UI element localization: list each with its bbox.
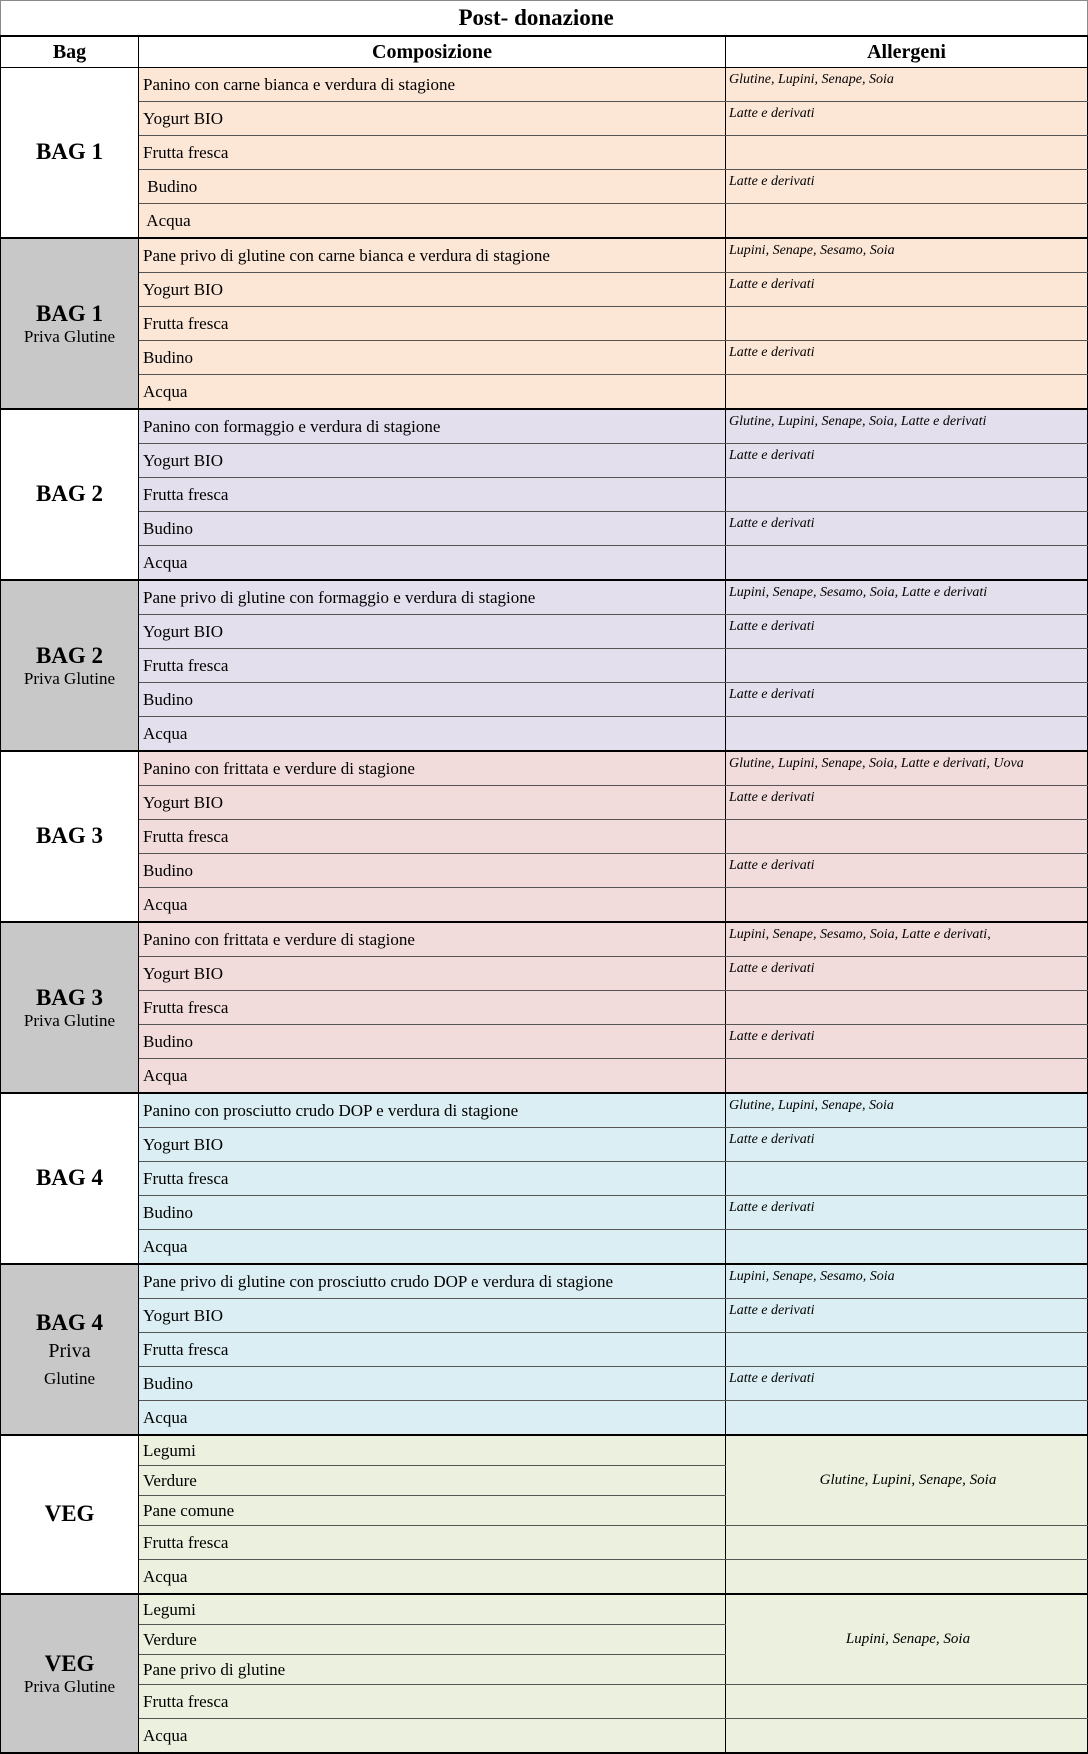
bag-label-cell bbox=[1, 409, 139, 580]
composizione-cell: Acqua bbox=[139, 546, 726, 581]
composizione-cell: Pane privo di glutine con formaggio e verdura di stagione bbox=[139, 580, 726, 615]
bag-label-cell bbox=[1, 238, 139, 409]
composizione-cell: Acqua bbox=[139, 1560, 726, 1595]
table-row bbox=[1, 1526, 1088, 1560]
table-row bbox=[1, 580, 1088, 615]
allergeni-cell bbox=[726, 991, 1088, 1025]
allergeni-cell bbox=[726, 1162, 1088, 1196]
table-row bbox=[1, 1435, 1088, 1466]
allergeni-cell: Lupini, Senape, Sesamo, Soia, Latte e derivati bbox=[726, 580, 1088, 615]
table-row bbox=[1, 102, 1088, 136]
bag-name: BAG 3 bbox=[35, 823, 104, 849]
composizione-cell: Acqua bbox=[139, 888, 726, 923]
composizione-cell: Panino con frittata e verdure di stagione bbox=[139, 922, 726, 957]
composizione-cell: Yogurt BIO bbox=[139, 1128, 726, 1162]
table-row bbox=[1, 854, 1088, 888]
composizione-cell: Acqua bbox=[139, 204, 726, 239]
allergeni-cell: Lupini, Senape, Sesamo, Soia bbox=[726, 1264, 1088, 1299]
composizione-cell: Pane privo di glutine con prosciutto crudo DOP e verdura di stagione bbox=[139, 1264, 726, 1299]
table-row bbox=[1, 1299, 1088, 1333]
table-row bbox=[1, 204, 1088, 239]
composizione-cell: Panino con formaggio e verdura di stagione bbox=[139, 409, 726, 444]
composizione-cell: Budino bbox=[139, 683, 726, 717]
title-cell-left bbox=[1, 1, 139, 37]
table-row bbox=[1, 1196, 1088, 1230]
allergeni-cell bbox=[726, 1401, 1088, 1436]
allergeni-cell: Latte e derivati bbox=[726, 683, 1088, 717]
table-row bbox=[1, 991, 1088, 1025]
allergeni-cell bbox=[726, 546, 1088, 581]
table-row bbox=[1, 444, 1088, 478]
allergeni-cell: Latte e derivati bbox=[726, 444, 1088, 478]
composizione-cell: Panino con prosciutto crudo DOP e verdura di stagione bbox=[139, 1093, 726, 1128]
allergeni-cell bbox=[726, 204, 1088, 239]
composizione-cell: Budino bbox=[139, 341, 726, 375]
bag-label-cell bbox=[1, 580, 139, 751]
table-row bbox=[1, 1560, 1088, 1595]
bag-name: BAG 3 bbox=[35, 984, 104, 1010]
allergeni-cell: Latte e derivati bbox=[726, 1025, 1088, 1059]
composizione-cell: Pane privo di glutine con carne bianca e verdura di stagione bbox=[139, 238, 726, 273]
table-row bbox=[1, 1333, 1088, 1367]
composizione-cell: Yogurt BIO bbox=[139, 786, 726, 820]
composizione-cell: Yogurt BIO bbox=[139, 444, 726, 478]
table-row bbox=[1, 1367, 1088, 1401]
bag-subtitle: Priva Glutine bbox=[23, 1676, 116, 1696]
table-row bbox=[1, 375, 1088, 410]
allergeni-cell bbox=[726, 1059, 1088, 1094]
composizione-cell: Legumi bbox=[139, 1435, 726, 1466]
bag-name: BAG 4 bbox=[35, 1165, 104, 1191]
allergeni-cell: Latte e derivati bbox=[726, 170, 1088, 204]
table-row bbox=[1, 478, 1088, 512]
bag-subtitle: Priva Glutine bbox=[23, 1010, 116, 1030]
composizione-cell: Acqua bbox=[139, 1401, 726, 1436]
table-row bbox=[1, 512, 1088, 546]
composizione-cell: Pane comune bbox=[139, 1496, 726, 1526]
bag-label-cell bbox=[1, 1435, 139, 1594]
composizione-cell: Frutta fresca bbox=[139, 1685, 726, 1719]
bag-subtitle: Priva Glutine bbox=[23, 326, 116, 346]
table-row bbox=[1, 957, 1088, 991]
table-row bbox=[1, 1401, 1088, 1436]
allergeni-cell bbox=[726, 1526, 1088, 1560]
allergeni-cell: Lupini, Senape, Sesamo, Soia bbox=[726, 238, 1088, 273]
bag-subtitle: Priva Glutine bbox=[23, 668, 116, 688]
page-title: Post- donazione bbox=[139, 1, 1088, 37]
table-row bbox=[1, 68, 1088, 102]
allergeni-cell: Glutine, Lupini, Senape, Soia bbox=[726, 1093, 1088, 1128]
allergeni-cell bbox=[726, 888, 1088, 923]
composizione-cell: Yogurt BIO bbox=[139, 273, 726, 307]
composizione-cell: Budino bbox=[139, 1196, 726, 1230]
composizione-cell: Frutta fresca bbox=[139, 1526, 726, 1560]
bag-name: VEG bbox=[44, 1501, 95, 1527]
composizione-cell: Budino bbox=[139, 1025, 726, 1059]
allergeni-cell bbox=[726, 136, 1088, 170]
composizione-cell: Panino con carne bianca e verdura di stagione bbox=[139, 68, 726, 102]
allergeni-cell bbox=[726, 1685, 1088, 1719]
allergeni-cell bbox=[726, 1333, 1088, 1367]
composizione-cell: Acqua bbox=[139, 717, 726, 752]
table-row bbox=[1, 1162, 1088, 1196]
bag-label-cell bbox=[1, 922, 139, 1093]
table-row bbox=[1, 1264, 1088, 1299]
allergeni-cell: Latte e derivati bbox=[726, 1367, 1088, 1401]
table-row bbox=[1, 649, 1088, 683]
allergeni-cell bbox=[726, 820, 1088, 854]
composizione-cell: Verdure bbox=[139, 1625, 726, 1655]
composizione-cell: Frutta fresca bbox=[139, 991, 726, 1025]
allergeni-cell: Latte e derivati bbox=[726, 512, 1088, 546]
allergeni-cell bbox=[726, 375, 1088, 410]
composizione-cell: Legumi bbox=[139, 1594, 726, 1625]
composizione-cell: Yogurt BIO bbox=[139, 102, 726, 136]
table-row bbox=[1, 1025, 1088, 1059]
table-row bbox=[1, 273, 1088, 307]
table-row bbox=[1, 615, 1088, 649]
composizione-cell: Budino bbox=[139, 854, 726, 888]
table-row bbox=[1, 717, 1088, 752]
allergeni-cell: Latte e derivati bbox=[726, 957, 1088, 991]
composizione-cell: Frutta fresca bbox=[139, 1333, 726, 1367]
bag-label-cell bbox=[1, 751, 139, 922]
composizione-cell: Acqua bbox=[139, 1059, 726, 1094]
bag-subtitle: Priva bbox=[48, 1340, 91, 1363]
composizione-cell: Budino bbox=[139, 512, 726, 546]
bag-label-cell bbox=[1, 1594, 139, 1753]
allergeni-cell: Latte e derivati bbox=[726, 273, 1088, 307]
bag-label-cell bbox=[1, 1264, 139, 1435]
allergeni-cell: Latte e derivati bbox=[726, 615, 1088, 649]
allergeni-cell: Latte e derivati bbox=[726, 341, 1088, 375]
allergeni-cell: Glutine, Lupini, Senape, Soia bbox=[726, 68, 1088, 102]
header-bag: Bag bbox=[1, 36, 139, 68]
allergeni-cell: Latte e derivati bbox=[726, 102, 1088, 136]
table-row bbox=[1, 238, 1088, 273]
composizione-cell: Acqua bbox=[139, 1719, 726, 1754]
composizione-cell: Pane privo di glutine bbox=[139, 1655, 726, 1685]
table-row bbox=[1, 888, 1088, 923]
composizione-cell: Frutta fresca bbox=[139, 820, 726, 854]
allergeni-cell bbox=[726, 717, 1088, 752]
bag-name: BAG 1 bbox=[35, 139, 104, 165]
header-allergeni: Allergeni bbox=[726, 36, 1088, 68]
table-row bbox=[1, 1685, 1088, 1719]
composizione-cell: Yogurt BIO bbox=[139, 1299, 726, 1333]
composizione-cell: Panino con frittata e verdure di stagione bbox=[139, 751, 726, 786]
allergeni-cell bbox=[726, 478, 1088, 512]
table-row bbox=[1, 820, 1088, 854]
table-row bbox=[1, 683, 1088, 717]
header-composizione: Composizione bbox=[139, 36, 726, 68]
allergeni-cell: Glutine, Lupini, Senape, Soia, Latte e derivati, Uova bbox=[726, 751, 1088, 786]
allergeni-cell bbox=[726, 1560, 1088, 1595]
allergeni-cell: Latte e derivati bbox=[726, 854, 1088, 888]
table-row bbox=[1, 307, 1088, 341]
table-row bbox=[1, 546, 1088, 581]
allergeni-cell bbox=[726, 1719, 1088, 1754]
table-row bbox=[1, 786, 1088, 820]
allergeni-cell: Latte e derivati bbox=[726, 1196, 1088, 1230]
bag-name: BAG 4 bbox=[35, 1310, 104, 1335]
bag-name: BAG 2 bbox=[35, 642, 104, 668]
allergeni-cell bbox=[726, 649, 1088, 683]
table-row bbox=[1, 1230, 1088, 1265]
bag-name: BAG 2 bbox=[35, 481, 104, 507]
composizione-cell: Acqua bbox=[139, 1230, 726, 1265]
table-row bbox=[1, 1128, 1088, 1162]
allergeni-merged-cell: Lupini, Senape, Soia bbox=[726, 1594, 1088, 1685]
allergeni-cell: Latte e derivati bbox=[726, 1299, 1088, 1333]
composizione-cell: Verdure bbox=[139, 1466, 726, 1496]
composizione-cell: Frutta fresca bbox=[139, 1162, 726, 1196]
table-row bbox=[1, 922, 1088, 957]
composizione-cell: Yogurt BIO bbox=[139, 615, 726, 649]
table-row bbox=[1, 136, 1088, 170]
allergeni-cell: Lupini, Senape, Sesamo, Soia, Latte e derivati, bbox=[726, 922, 1088, 957]
table-row bbox=[1, 341, 1088, 375]
bag-label-cell bbox=[1, 68, 139, 239]
bag-name: VEG bbox=[44, 1650, 95, 1676]
allergeni-cell bbox=[726, 1230, 1088, 1265]
composizione-cell: Frutta fresca bbox=[139, 649, 726, 683]
allergeni-cell bbox=[726, 307, 1088, 341]
composizione-cell: Yogurt BIO bbox=[139, 957, 726, 991]
bag-subtitle-line2: Glutine bbox=[44, 1369, 95, 1389]
table-row bbox=[1, 1719, 1088, 1754]
allergeni-cell: Glutine, Lupini, Senape, Soia, Latte e derivati bbox=[726, 409, 1088, 444]
allergeni-cell: Latte e derivati bbox=[726, 1128, 1088, 1162]
composizione-cell: Budino bbox=[139, 1367, 726, 1401]
table-row bbox=[1, 1093, 1088, 1128]
allergeni-merged-cell: Glutine, Lupini, Senape, Soia bbox=[726, 1435, 1088, 1526]
table-row bbox=[1, 1059, 1088, 1094]
table-row bbox=[1, 1594, 1088, 1625]
table-row bbox=[1, 751, 1088, 786]
table-row bbox=[1, 409, 1088, 444]
allergeni-cell: Latte e derivati bbox=[726, 786, 1088, 820]
composizione-cell: Acqua bbox=[139, 375, 726, 410]
composizione-cell: Frutta fresca bbox=[139, 307, 726, 341]
composizione-cell: Frutta fresca bbox=[139, 136, 726, 170]
composizione-cell: Frutta fresca bbox=[139, 478, 726, 512]
composizione-cell: Budino bbox=[139, 170, 726, 204]
bag-name: BAG 1 bbox=[35, 300, 104, 326]
table-row bbox=[1, 170, 1088, 204]
bag-label-cell bbox=[1, 1093, 139, 1264]
